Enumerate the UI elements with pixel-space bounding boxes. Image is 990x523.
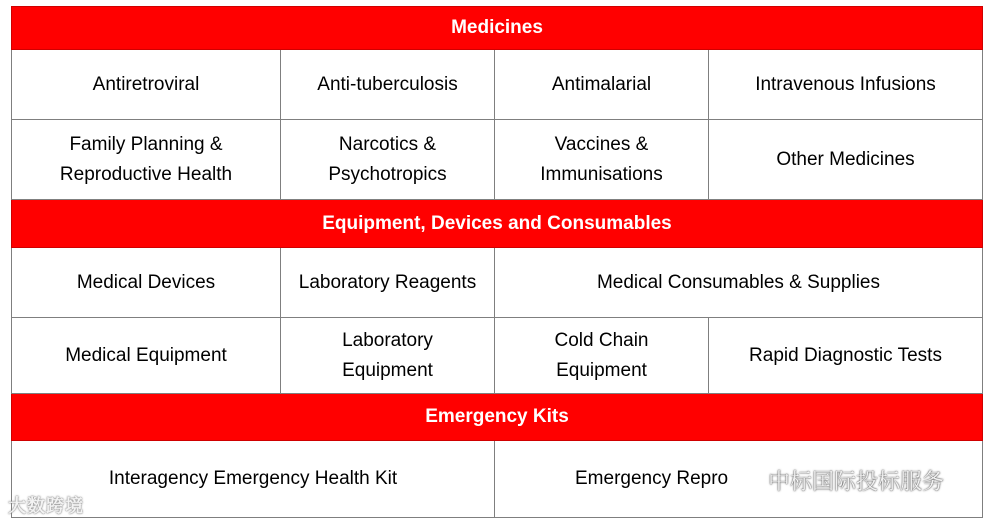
category-cell: Medical Devices xyxy=(12,248,281,318)
section-header-row xyxy=(12,394,983,441)
category-cell: Vaccines & Immunisations xyxy=(495,120,709,200)
category-cell: Emergency Repro xyxy=(495,441,983,518)
category-cell: Anti-tuberculosis xyxy=(281,50,495,120)
table-row xyxy=(12,318,983,394)
category-cell: Intravenous Infusions xyxy=(709,50,983,120)
watermark-right-text: 中标国际投标服务 xyxy=(768,469,945,495)
category-cell: Laboratory Reagents xyxy=(281,248,495,318)
category-cell: Narcotics & Psychotropics xyxy=(281,120,495,200)
category-cell: Antimalarial xyxy=(495,50,709,120)
category-cell: Rapid Diagnostic Tests xyxy=(709,318,983,394)
category-cell: Medical Equipment xyxy=(12,318,281,394)
category-cell: Other Medicines xyxy=(709,120,983,200)
section-header-row xyxy=(12,7,983,50)
category-cell: Family Planning & Reproductive Health xyxy=(12,120,281,200)
category-cell: Laboratory Equipment xyxy=(281,318,495,394)
watermark-right xyxy=(730,465,944,495)
watermark-left-text: 大数跨境 xyxy=(8,496,84,517)
table-row xyxy=(12,50,983,120)
table-row xyxy=(12,248,983,318)
category-cell: Interagency Emergency Health Kit xyxy=(12,441,495,518)
category-cell: Medical Consumables & Supplies xyxy=(495,248,983,318)
table-row xyxy=(12,120,983,200)
watermark-left xyxy=(8,492,84,518)
section-header-medicines: Medicines xyxy=(12,7,983,50)
section-header-emergency: Emergency Kits xyxy=(12,394,983,441)
section-header-row xyxy=(12,200,983,248)
wechat-icon xyxy=(730,468,760,492)
category-cell: Cold Chain Equipment xyxy=(495,318,709,394)
section-header-equipment: Equipment, Devices and Consumables xyxy=(12,200,983,248)
category-cell: Antiretroviral xyxy=(12,50,281,120)
product-category-table xyxy=(11,6,983,518)
